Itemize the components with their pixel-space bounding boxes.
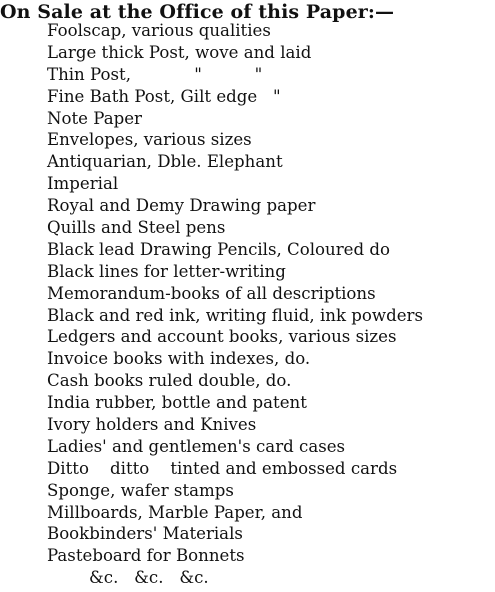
list-item: Pasteboard for Bonnets [47,546,245,566]
list-item: Note Paper [47,108,142,128]
list-item: Ditto ditto tinted and embossed cards [47,458,398,478]
list-item: India rubber, bottle and patent [47,393,307,413]
list-item: Antiquarian, Dble. Elephant [47,152,283,172]
list-item: Thin Post, " " [47,64,263,84]
list-item: Black lead Drawing Pencils, Coloured do [47,239,390,259]
list-item: Large thick Post, wove and laid [47,42,312,62]
list-item: Invoice books with indexes, do. [47,349,311,369]
item-list [47,20,423,589]
list-item: Cash books ruled double, do. [47,371,292,391]
list-item: Ivory holders and Knives [47,415,257,435]
list-item: Ladies' and gentlemen's card cases [47,436,346,456]
list-item: Bookbinders' Materials [47,524,243,544]
list-item: Quills and Steel pens [47,218,226,238]
list-item: Envelopes, various sizes [47,130,252,150]
list-item: Ledgers and account books, various sizes [47,327,397,347]
list-item: Black and red ink, writing fluid, ink powders [47,305,424,325]
list-item: Imperial [47,174,119,194]
list-item: Sponge, wafer stamps [47,480,234,500]
list-item: Millboards, Marble Paper, and [47,502,303,522]
list-item: Black lines for letter-writing [47,261,286,281]
list-item: Fine Bath Post, Gilt edge " [47,86,281,106]
list-item: Foolscap, various qualities [47,21,271,40]
page-heading: On Sale at the Office of this Paper:— [0,1,395,23]
list-item: &c. &c. &c. [89,568,209,588]
list-item: Memorandum-books of all descriptions [47,283,376,303]
list-item: Royal and Demy Drawing paper [47,196,316,216]
